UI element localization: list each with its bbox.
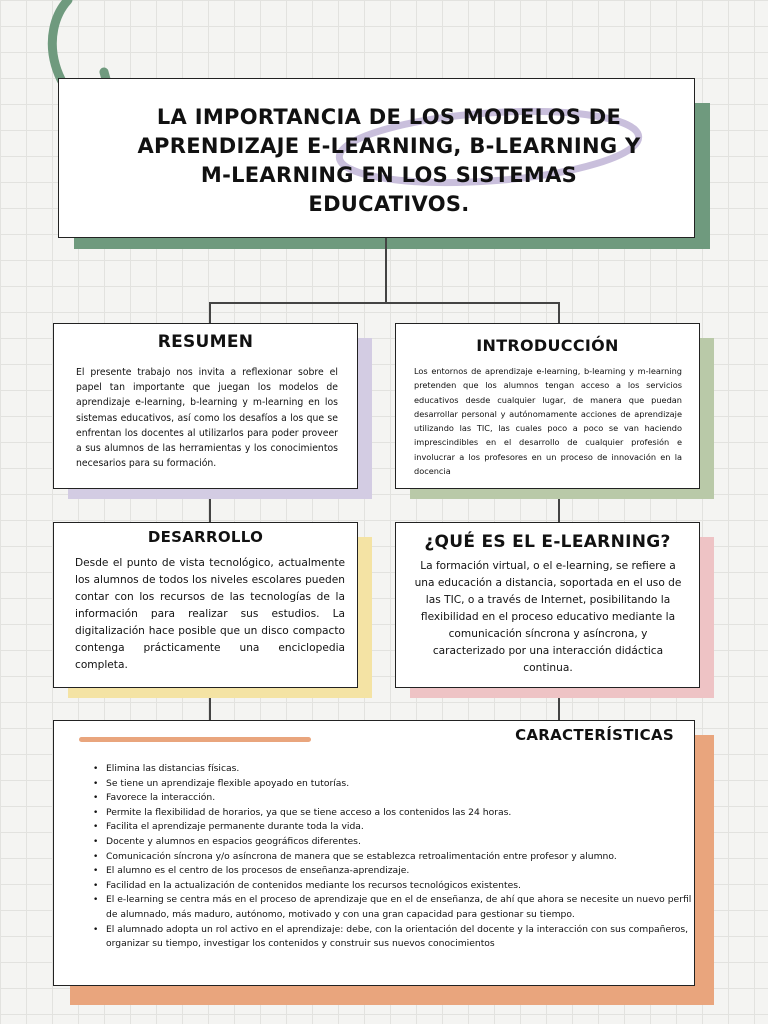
list-item: • Facilidad en la actualización de contenidos mediante los recursos tecnológicos existentes. — [106, 879, 696, 894]
connector — [558, 302, 560, 324]
resumen-text: El presente trabajo nos invita a reflexionar sobre el papel tan importante que juegan los modelos de aprendizaje e-learning, b-learning y m-learning en los sistemas educativos, así como los desafíos a los que se enfrentan los docentes al utilizarlos para poder proveer a sus alumnos de las herramientas y los conocimientos necesarios para su formación. — [76, 367, 338, 470]
page-title: LA IMPORTANCIA DE LOS MODELOS DE APRENDIZAJE E-LEARNING, B-LEARNING Y M-LEARNING EN LOS SISTEMAS EDUCATIVOS. — [137, 105, 641, 216]
caracteristicas-box — [53, 720, 695, 986]
caracteristicas-list — [84, 762, 696, 952]
introduccion-heading: INTRODUCCIÓN — [476, 336, 619, 355]
que-es-heading: ¿QUÉ ES EL E-LEARNING? — [424, 532, 671, 552]
list-item: • Favorece la interacción. — [106, 791, 696, 806]
list-item: • El alumno es el centro de los procesos de enseñanza-aprendizaje. — [106, 864, 696, 879]
que-es-text: La formación virtual, o el e-learning, se refiere a una educación a distancia, soportada en el uso de las TIC, o a través de Internet, posibilitando la flexibilidad en el proceso educativo mediante la comunicación síncrona y asíncrona, y caracterizado por una interacción didáctica continua. — [414, 560, 682, 674]
resumen-box — [53, 323, 358, 489]
list-item: • El e-learning se centra más en el proceso de aprendizaje que en el de enseñanza, de ahí que ahora se necesite un nuevo perfil de alumnado, más maduro, autónomo, motivado y con una gran capacidad para gestionar su tiempo. — [106, 893, 696, 922]
connector — [385, 238, 387, 303]
connector — [209, 302, 211, 324]
list-item: • Docente y alumnos en espacios geográficos diferentes. — [106, 835, 696, 850]
introduccion-box — [395, 323, 700, 489]
resumen-heading: RESUMEN — [157, 332, 254, 352]
list-item: • Elimina las distancias físicas. — [106, 762, 696, 777]
desarrollo-heading: DESARROLLO — [147, 528, 264, 546]
introduccion-text: Los entornos de aprendizaje e-learning, b-learning y m-learning pretenden que los alumnos tengan acceso a los servicios educativos desde cualquier lugar, de manera que puedan desarrollar personal y autónomamente acciones de aprendizaje utilizando las TIC, las cuales poco a poco se van haciendo imprescindibles en el desarrollo de cualquier profesión e involucrar a los profesores en un proceso de innovación en la docencia — [414, 366, 682, 477]
caracteristicas-heading: CARACTERÍSTICAS — [515, 726, 674, 744]
list-item: • Comunicación síncrona y/o asíncrona de manera que se establezca retroalimentación entre profesor y alumno. — [106, 850, 696, 865]
connector — [209, 302, 559, 304]
accent-stroke — [79, 737, 311, 742]
list-item: • El alumnado adopta un rol activo en el aprendizaje: debe, con la orientación del docente y la interacción con sus compañeros, organizar su tiempo, investigar los contenidos y construir sus nuevos conocimientos — [106, 923, 696, 952]
list-item: • Permite la flexibilidad de horarios, ya que se tiene acceso a los contenidos las 24 horas. — [106, 806, 696, 821]
list-item: • Facilita el aprendizaje permanente durante toda la vida. — [106, 820, 696, 835]
title-box — [58, 78, 695, 238]
list-item: • Se tiene un aprendizaje flexible apoyado en tutorías. — [106, 777, 696, 792]
que-es-box — [395, 522, 700, 688]
desarrollo-text: Desde el punto de vista tecnológico, actualmente los alumnos de todos los niveles escolares pueden contar con los recursos de las tecnologías de la información para realizar sus estudios. La digitalización hace posible que un disco compacto contenga prácticamente una enciclopedia completa. — [75, 557, 345, 671]
desarrollo-box — [53, 522, 358, 688]
